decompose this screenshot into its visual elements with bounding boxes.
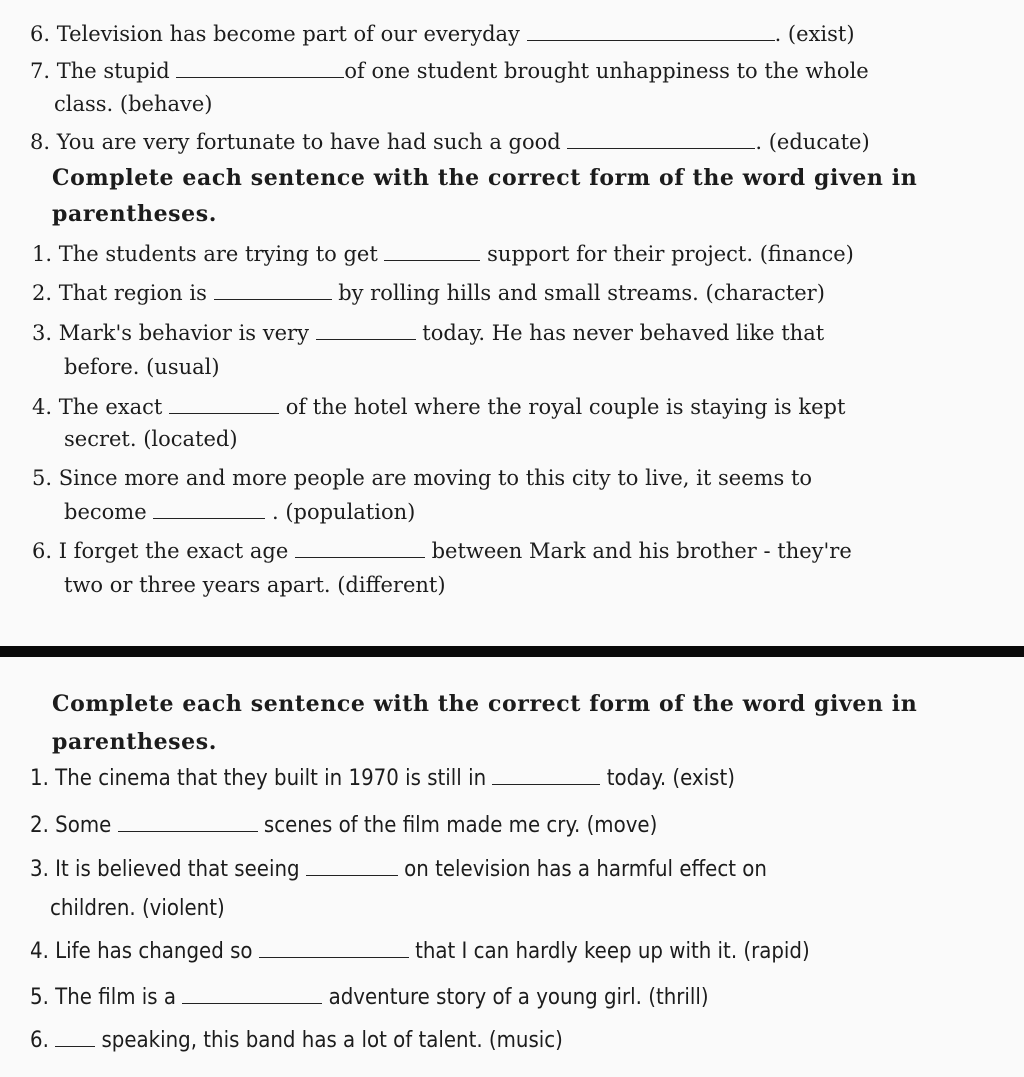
answer-blank[interactable] — [118, 813, 258, 832]
section-heading-line2: parentheses. — [52, 729, 218, 755]
section-heading: Complete each sentence with the correct form of the word given in — [52, 165, 918, 191]
question-3-continuation: children. (violent) — [50, 896, 225, 921]
answer-blank[interactable] — [182, 985, 322, 1004]
question-1-exist: 1. The cinema that they built in 1970 is still in today. (exist) — [30, 766, 735, 791]
question-3-continuation: before. (usual) — [64, 355, 220, 379]
question-4-rapid: 4. Life has changed so that I can hardly keep up with it. (rapid) — [30, 939, 810, 964]
question-1-finance: 1. The students are trying to get support for their project. (finance) — [32, 242, 854, 266]
question-4-continuation: secret. (located) — [64, 427, 238, 451]
question-5-continuation: become . (population) — [64, 500, 416, 524]
question-3-violent: 3. It is believed that seeing on television has a harmful effect on — [30, 857, 767, 882]
question-5-thrill: 5. The film is a adventure story of a young girl. (thrill) — [30, 985, 709, 1010]
answer-blank[interactable] — [153, 500, 265, 519]
question-2-character: 2. That region is by rolling hills and small streams. (character) — [32, 281, 825, 305]
question-5-population: 5. Since more and more people are moving to this city to live, it seems to — [32, 466, 813, 490]
answer-blank[interactable] — [527, 22, 775, 41]
answer-blank[interactable] — [55, 1028, 95, 1047]
item-7-behave: 7. The stupid of one student brought unhappiness to the whole — [30, 59, 869, 83]
question-6-music: 6. speaking, this band has a lot of talent. (music) — [30, 1028, 563, 1053]
answer-blank[interactable] — [176, 59, 344, 78]
answer-blank[interactable] — [316, 321, 416, 340]
question-4-located: 4. The exact of the hotel where the royal couple is staying is kept — [32, 395, 846, 419]
answer-blank[interactable] — [214, 281, 332, 300]
answer-blank[interactable] — [567, 130, 755, 149]
answer-blank[interactable] — [306, 857, 398, 876]
question-6-different: 6. I forget the exact age between Mark and his brother - they're — [32, 539, 852, 563]
item-7-continuation: class. (behave) — [54, 92, 213, 116]
answer-blank[interactable] — [492, 766, 600, 785]
answer-blank[interactable] — [169, 395, 279, 414]
item-8-educate: 8. You are very fortunate to have had such a good . (educate) — [30, 130, 870, 154]
answer-blank[interactable] — [384, 242, 480, 261]
answer-blank[interactable] — [295, 539, 425, 558]
answer-blank[interactable] — [259, 939, 409, 958]
bottom-section — [0, 657, 1024, 1077]
black-divider — [0, 646, 1024, 657]
question-6-continuation: two or three years apart. (different) — [64, 573, 446, 597]
question-3-usual: 3. Mark's behavior is very today. He has never behaved like that — [32, 321, 825, 345]
section-heading: Complete each sentence with the correct form of the word given in — [52, 691, 918, 717]
question-2-move: 2. Some scenes of the film made me cry. (move) — [30, 813, 658, 838]
section-heading-line2: parentheses. — [52, 201, 218, 227]
item-6-exist: 6. Television has become part of our everyday . (exist) — [30, 22, 855, 46]
